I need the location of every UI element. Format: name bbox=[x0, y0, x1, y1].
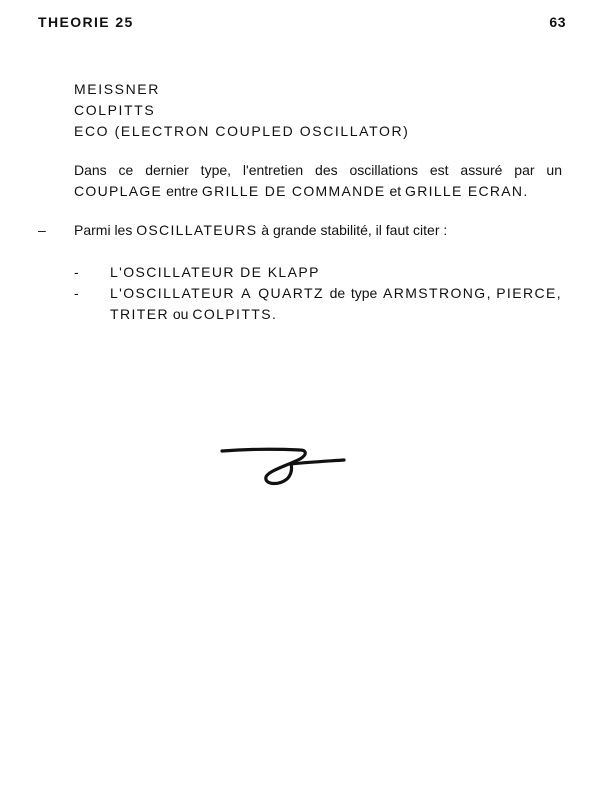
intro-dash: – bbox=[38, 222, 46, 238]
chapter-title: THEORIE 25 bbox=[38, 14, 134, 30]
eco-text-part4: . bbox=[523, 183, 528, 199]
eco-grid-screen-term: GRILLE ECRAN bbox=[405, 183, 524, 199]
bullet-marker: - bbox=[74, 285, 79, 301]
bullet-marker: - bbox=[74, 264, 79, 280]
comma-separator: , bbox=[486, 285, 497, 301]
eco-text-part1: Dans ce dernier type, l'entretien des oscillations est assuré par un bbox=[74, 162, 562, 178]
intro-text-part2: à grande stabilité, il faut citer : bbox=[257, 222, 448, 238]
list-item-quartz bbox=[74, 283, 562, 325]
eco-description-paragraph bbox=[74, 160, 562, 202]
intro-oscillators-term: OSCILLATEURS bbox=[136, 222, 258, 238]
eco-text-part3: et bbox=[385, 183, 406, 199]
eco-text-part2: entre bbox=[162, 183, 202, 199]
oscillator-type-meissner: MEISSNER bbox=[74, 81, 160, 97]
final-period: . bbox=[271, 306, 276, 322]
intro-text-part1: Parmi les bbox=[74, 222, 137, 238]
oscillator-type-eco: ECO (ELECTRON COUPLED OSCILLATOR) bbox=[74, 123, 410, 139]
quartz-oscillator-label: L'OSCILLATEUR A QUARTZ bbox=[110, 285, 324, 301]
eco-grid-command-term: GRILLE DE COMMANDE bbox=[201, 183, 386, 199]
colpitts-term: COLPITTS bbox=[192, 306, 272, 322]
armstrong-term: ARMSTRONG bbox=[383, 285, 487, 301]
eco-coupling-term: COUPLAGE bbox=[74, 183, 163, 199]
quartz-de-type-text: de type bbox=[323, 285, 383, 301]
pierce-triter-term: PIERCE, TRITER bbox=[110, 285, 563, 322]
page-number: 63 bbox=[549, 14, 566, 30]
oscillator-type-list bbox=[74, 79, 554, 142]
stable-oscillators-intro bbox=[38, 220, 558, 241]
stable-oscillator-list bbox=[74, 262, 562, 325]
klapp-oscillator-label: L'OSCILLATEUR DE KLAPP bbox=[110, 264, 320, 280]
list-item-klapp bbox=[74, 262, 562, 283]
oscillator-type-colpitts: COLPITTS bbox=[74, 102, 156, 118]
section-end-flourish-icon bbox=[220, 440, 346, 490]
page-header bbox=[38, 14, 566, 34]
ou-text: ou bbox=[168, 306, 193, 322]
